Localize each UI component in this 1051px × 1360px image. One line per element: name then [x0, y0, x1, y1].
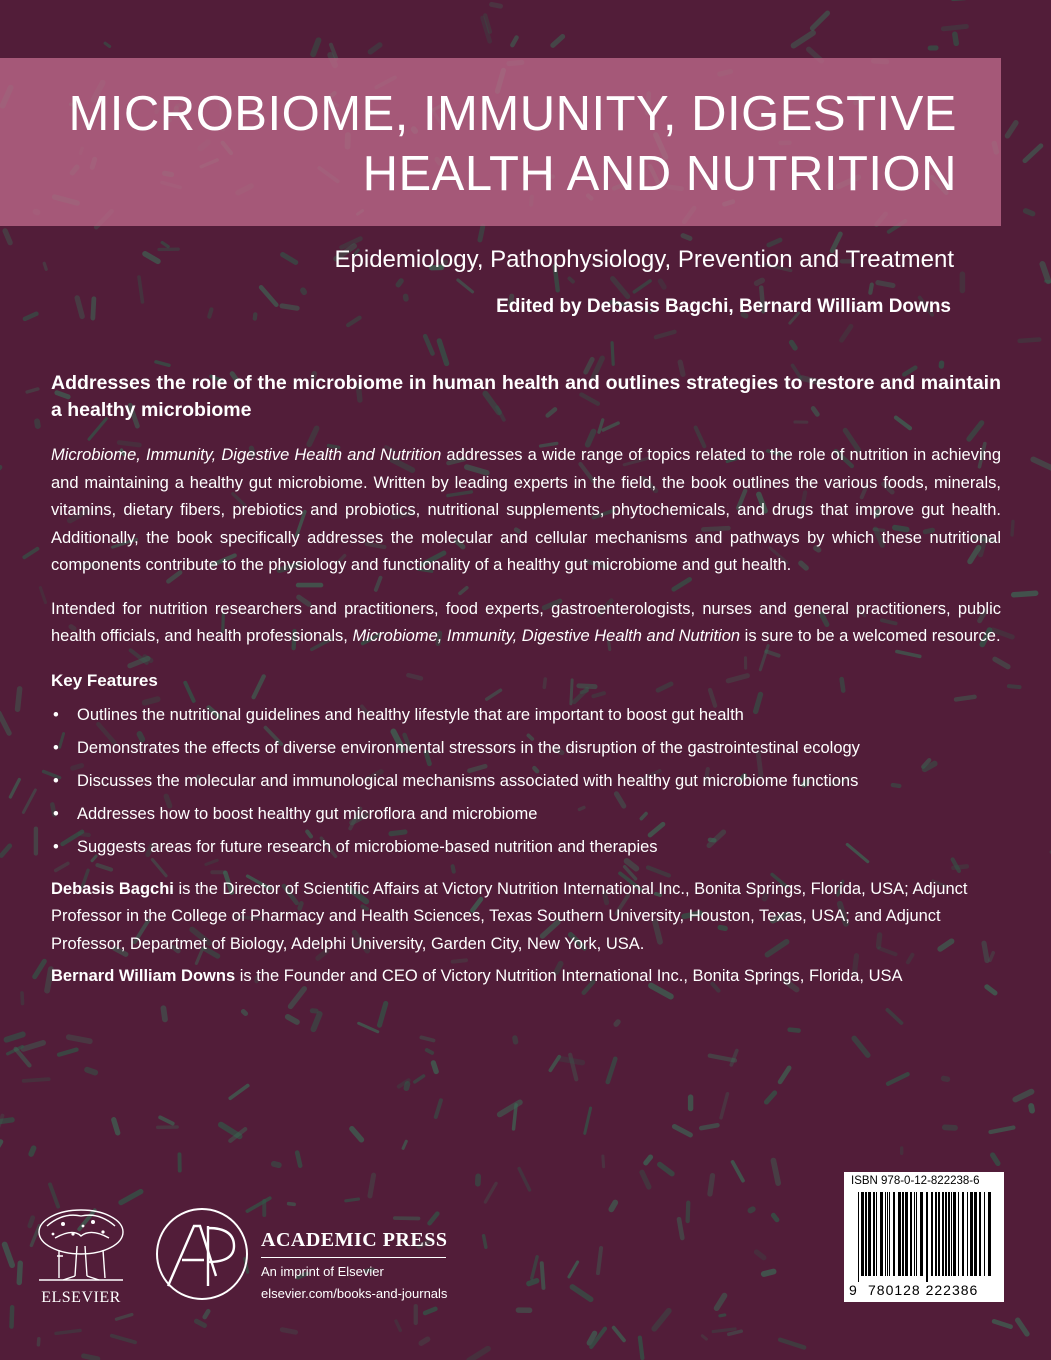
feature-text: Addresses how to boost healthy gut microflora and microbiome	[77, 804, 538, 823]
book-title-italic: Microbiome, Immunity, Digestive Health and Nutrition	[51, 446, 442, 464]
bullet-icon: •	[53, 804, 59, 823]
elsevier-wordmark: ELSEVIER	[41, 1289, 121, 1306]
paragraph-2-before: Intended for nutrition researchers and practitioners, food experts, gastroenterologists, nurses and general practitioners, public health officials, and health professionals,	[51, 599, 1001, 645]
barcode-icon	[858, 1192, 994, 1282]
feature-text: Demonstrates the effects of diverse environmental stressors in the disruption of the gastrointestinal ecology	[77, 738, 860, 757]
academic-press-divider	[261, 1257, 446, 1258]
description-paragraph-2	[51, 596, 1001, 651]
editor-bio-bagchi	[51, 876, 1001, 959]
editor-bio-text: is the Founder and CEO of Victory Nutrition International Inc., Bonita Springs, Florida, USA	[235, 967, 903, 985]
ean-remaining-digits: 780128 222386	[868, 1282, 979, 1298]
editor-bio-downs	[51, 963, 1001, 991]
description-paragraph-1	[51, 442, 1001, 580]
key-features-list	[51, 699, 1001, 864]
ean-first-digit: 9	[849, 1282, 857, 1298]
headline: Addresses the role of the microbiome in human health and outlines strategies to restore and maintain a healthy microbiome	[51, 372, 1001, 421]
paragraph-2-after: is sure to be a welcomed resource.	[740, 627, 1001, 645]
list-item	[51, 798, 1001, 831]
feature-text: Suggests areas for future research of microbiome-based nutrition and therapies	[77, 837, 658, 856]
paragraph-1-text: addresses a wide range of topics related to the role of nutrition in achieving and maintaining a healthy gut microbiome. Written by leading experts in the field, the book outlines the various foods, minerals, vitamins, dietary fibers, prebiotics and probiotics, nutritional supplements, phytochemicals, and drugs that improve gut health. Additionally, the book specifically addresses the molecular and cellular mechanisms and pathways by which these nutritional components contribute to the physiology and functionality of a healthy gut microbiome and gut health.	[51, 446, 1001, 574]
bullet-icon: •	[53, 771, 59, 790]
book-title-italic: Microbiome, Immunity, Digestive Health and Nutrition	[352, 627, 741, 645]
editor-name: Bernard William Downs	[51, 967, 236, 985]
bullet-icon: •	[53, 705, 59, 724]
book-subtitle: Epidemiology, Pathophysiology, Prevention and Treatment	[334, 246, 954, 273]
book-title-line-1: MICROBIOME, IMMUNITY, DIGESTIVE	[68, 87, 957, 141]
elsevier-tree-icon	[33, 1206, 129, 1282]
academic-press-logo	[154, 1206, 250, 1307]
key-features-heading: Key Features	[51, 670, 158, 690]
imprint-line: An imprint of Elsevier	[261, 1264, 384, 1279]
list-item	[51, 699, 1001, 732]
editor-bio-text: is the Director of Scientific Affairs at Victory Nutrition International Inc., Bonita Springs, Florida, USA; Adjunct Professor in the College of Pharmacy and Health Sciences, Texas Southern University, Houston, Texas, USA; and Adjunct Professor, Departmet of Biology, Adelphi University, Garden City, New York, USA.	[51, 879, 968, 953]
feature-text: Discusses the molecular and immunological mechanisms associated with healthy gut microbiome functions	[77, 771, 859, 790]
academic-press-name: ACADEMIC PRESS	[261, 1229, 448, 1251]
editors-line: Edited by Debasis Bagchi, Bernard William Downs	[496, 296, 951, 317]
feature-text: Outlines the nutritional guidelines and healthy lifestyle that are important to boost gut health	[77, 705, 744, 724]
list-item	[51, 732, 1001, 765]
publisher-url: elsevier.com/books-and-journals	[261, 1286, 448, 1301]
academic-press-ap-icon	[154, 1206, 250, 1302]
book-title-line-2: HEALTH AND NUTRITION	[362, 147, 957, 201]
elsevier-logo	[26, 1206, 136, 1307]
isbn-label: ISBN 978-0-12-822238-6	[851, 1175, 980, 1187]
editor-name: Debasis Bagchi	[51, 879, 174, 898]
bullet-icon: •	[53, 738, 59, 757]
list-item	[51, 765, 1001, 798]
list-item	[51, 831, 1001, 864]
description-block	[51, 370, 1001, 996]
title-band	[0, 58, 1001, 226]
bullet-icon: •	[53, 837, 59, 856]
barcode-box	[844, 1172, 1004, 1302]
